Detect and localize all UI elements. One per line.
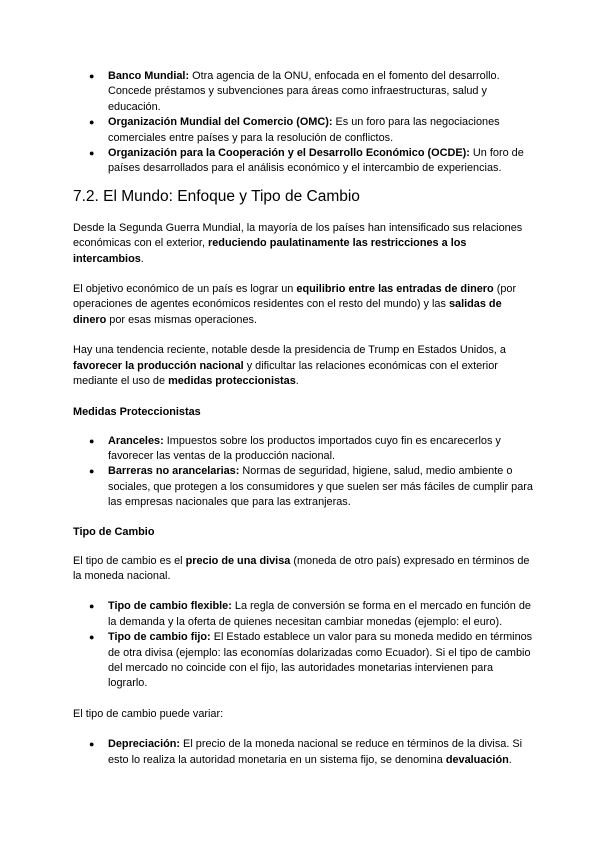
list-item — [73, 464, 533, 510]
section-title: 7.2. El Mundo: Enfoque y Tipo de Cambio — [73, 187, 360, 205]
text-run: y dificultar las relaciones económicas con el exterior mediante el uso de — [73, 359, 498, 388]
item-term: Depreciación: — [108, 738, 181, 751]
item-term: Banco Mundial: — [108, 70, 190, 82]
item-term: Organización Mundial del Comercio (OMC): — [108, 116, 333, 129]
bold-run: salidas de dinero — [73, 298, 502, 326]
list-item — [73, 737, 533, 768]
paragraph: El tipo de cambio puede variar: — [73, 707, 224, 720]
text-run: Hay una tendencia reciente, notable desde la presidencia de Trump en Estados Unidos, a — [73, 344, 506, 357]
bullet-icon: ● — [89, 739, 95, 750]
item-term: Aranceles: — [108, 434, 164, 447]
list-item — [73, 146, 533, 177]
bold-run: precio de una divisa — [185, 554, 291, 567]
item-term: devaluación — [445, 753, 509, 766]
text-run: (moneda de otro país) expresado en términos de la moneda nacional. — [73, 554, 530, 582]
list-item — [73, 434, 533, 465]
list-item — [73, 599, 533, 630]
bullet-icon: ● — [89, 466, 95, 477]
list-item — [73, 115, 533, 146]
paragraph — [73, 554, 533, 585]
text-run: El objetivo económico de un país es lograr un — [73, 283, 297, 296]
list-item — [73, 69, 533, 115]
bold-run: medidas proteccionistas — [168, 375, 296, 388]
subheading-medidas: Medidas Proteccionistas — [73, 405, 201, 418]
text-run: El tipo de cambio es el — [73, 554, 186, 567]
bold-run: reduciendo paulatinamente las restricciones a los intercambios — [73, 237, 467, 265]
item-text: El Estado establece un valor para su moneda medido en términos de otra divisa (ejemplo: las economías dolarizadas como Ecuador). Si el tipo de cambio del mercado no coincide con el fijo, las autoridades monetarias intervienen para lograrlo. — [108, 631, 533, 690]
bullet-icon: ● — [89, 435, 95, 446]
subheading-tipo: Tipo de Cambio — [73, 525, 155, 538]
bold-run: equilibrio entre las entradas de dinero — [296, 283, 494, 296]
paragraph — [73, 343, 533, 389]
text-run: (por operaciones de agentes económicos residentes con el resto del mundo) y las — [73, 283, 517, 311]
bold-run: favorecer la producción nacional — [73, 359, 244, 372]
item-text: . — [508, 753, 512, 766]
item-term: Tipo de cambio fijo: — [108, 631, 211, 644]
text-run: . — [295, 375, 299, 388]
bullet-icon: ● — [89, 601, 95, 612]
bullet-icon: ● — [89, 117, 95, 128]
paragraph — [73, 221, 533, 267]
bullet-icon: ● — [89, 148, 95, 159]
bullet-icon: ● — [89, 632, 95, 643]
item-text: Un foro de países desarrollados para el análisis económico y el intercambio de experiencias. — [108, 147, 524, 175]
list-item — [73, 630, 533, 692]
organizations-list — [73, 69, 533, 177]
text-run: por esas mismas operaciones. — [106, 313, 258, 326]
item-text: Otra agencia de la ONU, enfocada en el fomento del desarrollo. Concede préstamos y subvenciones para áreas como infraestructuras, salud y educación. — [108, 70, 500, 113]
bullet-icon: ● — [89, 71, 95, 81]
tipo-list — [73, 599, 533, 691]
text-run: . — [140, 252, 144, 265]
item-term: Organización para la Cooperación y el Desarrollo Económico (OCDE): — [108, 147, 470, 160]
page-content — [73, 69, 533, 768]
item-text: El precio de la moneda nacional se reduce en términos de la divisa. Si esto lo realiza la autoridad monetaria en un sistema fijo, se denomina — [108, 738, 523, 766]
item-text: Es un foro para las negociaciones comerciales entre países y para la resolución de conflictos. — [108, 116, 500, 144]
paragraph — [73, 282, 533, 328]
item-term: Tipo de cambio flexible: — [108, 600, 232, 613]
item-text: Normas de seguridad, higiene, salud, medio ambiente o sociales, que protegen a los consumidores y que suelen ser más fáciles de cumplir para las empresas nacionales que para las extranjeras. — [108, 465, 533, 509]
item-text: Impuestos sobre los productos importados cuyo fin es encarecerlos y favorecer las ventas de la producción nacional. — [108, 434, 501, 462]
variation-list — [73, 737, 533, 768]
text-run: Desde la Segunda Guerra Mundial, la mayoría de los países han intensificado sus relaciones económicas con el exterior, — [73, 221, 523, 250]
medidas-list — [73, 434, 533, 511]
item-term: Barreras no arancelarias: — [108, 465, 240, 478]
item-text: La regla de conversión se forma en el mercado en función de la demanda y la oferta de quienes necesitan cambiar monedas (ejemplo: el euro). — [108, 600, 531, 628]
